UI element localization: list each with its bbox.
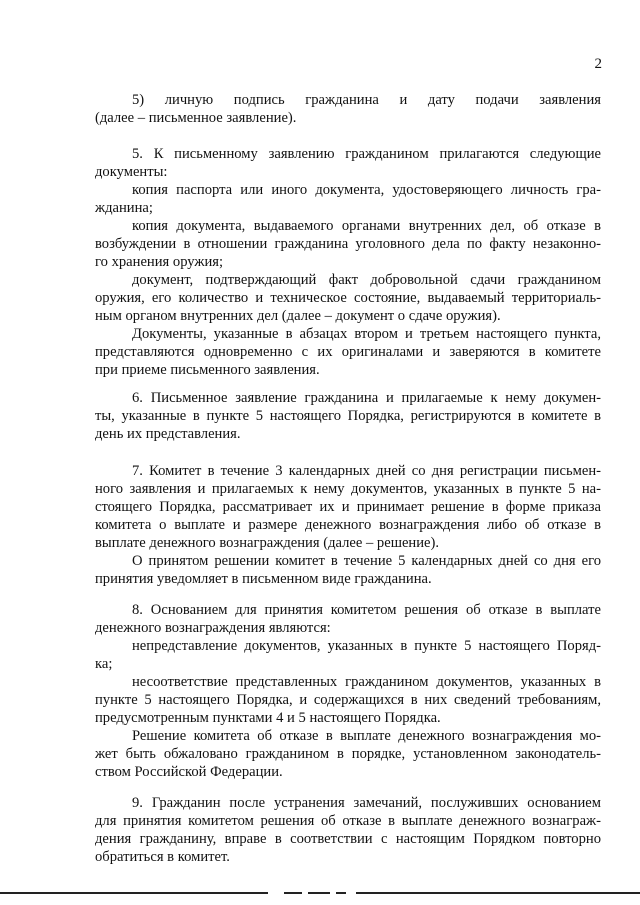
text-line: несоответствие представленных гражданином документов, указанных в bbox=[132, 674, 601, 690]
text-line: дения гражданину, вправе в соответствии с настоящим Порядком повторно bbox=[95, 831, 601, 847]
text-line: ного заявления и прилагаемых к нему документов, указанных в пункте 5 на- bbox=[95, 481, 601, 497]
text-line: Решение комитета об отказе в выплате денежного вознаграждения мо- bbox=[132, 728, 601, 744]
text-line: копия документа, выдаваемого органами внутренних дел, об отказе в bbox=[132, 218, 601, 234]
text-line: для принятия комитетом решения об отказе в выплате денежного вознаграж- bbox=[95, 813, 601, 829]
text-line: го хранения оружия; bbox=[95, 254, 224, 270]
text-line: представляются одновременно с их оригиналами и заверяются в комитете bbox=[95, 344, 601, 360]
text-line: ка; bbox=[95, 656, 113, 672]
page-number: 2 bbox=[594, 56, 602, 72]
text-line: (далее – письменное заявление). bbox=[95, 110, 297, 126]
text-line: копия паспорта или иного документа, удостоверяющего личность гра- bbox=[132, 182, 601, 198]
text-line: Документы, указанные в абзацах втором и третьем настоящего пункта, bbox=[132, 326, 601, 342]
text-line: предусмотренным пунктами 4 и 5 настоящего Порядка. bbox=[95, 710, 441, 726]
bottom-rule bbox=[0, 892, 268, 894]
text-line: непредставление документов, указанных в пункте 5 настоящего Поряд- bbox=[132, 638, 601, 654]
text-line: 5. К письменному заявлению гражданином прилагаются следующие bbox=[132, 146, 601, 162]
text-line: стоящего Порядка, рассматривает их и принимает решение в форме приказа bbox=[95, 499, 601, 515]
text-line: 8. Основанием для принятия комитетом решения об отказе в выплате bbox=[132, 602, 601, 618]
text-line: пункте 5 настоящего Порядка, и содержащихся в них сведений требованиям, bbox=[95, 692, 601, 708]
text-line: 5) личную подпись гражданина и дату подачи заявления bbox=[132, 92, 601, 108]
bottom-rule bbox=[336, 892, 346, 894]
text-line: 7. Комитет в течение 3 календарных дней со дня регистрации письмен- bbox=[132, 463, 601, 479]
text-line: день их представления. bbox=[95, 426, 241, 442]
text-line: денежного вознаграждения являются: bbox=[95, 620, 331, 636]
text-line: жданина; bbox=[95, 200, 153, 216]
text-line: документ, подтверждающий факт добровольной сдачи гражданином bbox=[132, 272, 601, 288]
text-line: при приеме письменного заявления. bbox=[95, 362, 320, 378]
text-line: принятия уведомляет в письменном виде гражданина. bbox=[95, 571, 432, 587]
text-line: 9. Гражданин после устранения замечаний, послуживших основанием bbox=[132, 795, 601, 811]
text-line: 6. Письменное заявление гражданина и прилагаемые к нему докумен- bbox=[132, 390, 601, 406]
text-line: жет быть обжаловано гражданином в порядке, установленном законодатель- bbox=[95, 746, 601, 762]
text-line: ством Российской Федерации. bbox=[95, 764, 283, 780]
text-line: комитета о выплате и размере денежного вознаграждения либо об отказе в bbox=[95, 517, 601, 533]
text-line: документы: bbox=[95, 164, 168, 180]
bottom-rule bbox=[308, 892, 330, 894]
text-line: ты, указанные в пункте 5 настоящего Порядка, регистрируются в комитете в bbox=[95, 408, 601, 424]
bottom-rule bbox=[284, 892, 302, 894]
text-line: О принятом решении комитет в течение 5 календарных дней со дня его bbox=[132, 553, 601, 569]
text-line: выплате денежного вознаграждения (далее – решение). bbox=[95, 535, 440, 551]
text-line: обратиться в комитет. bbox=[95, 849, 230, 865]
bottom-rule bbox=[356, 892, 640, 894]
text-line: ным органом внутренних дел (далее – документ о сдаче оружия). bbox=[95, 308, 501, 324]
text-line: возбуждении в отношении гражданина уголовного дела по факту незаконно- bbox=[95, 236, 601, 252]
text-line: оружия, его количество и техническое состояние, выдаваемый территориаль- bbox=[95, 290, 601, 306]
